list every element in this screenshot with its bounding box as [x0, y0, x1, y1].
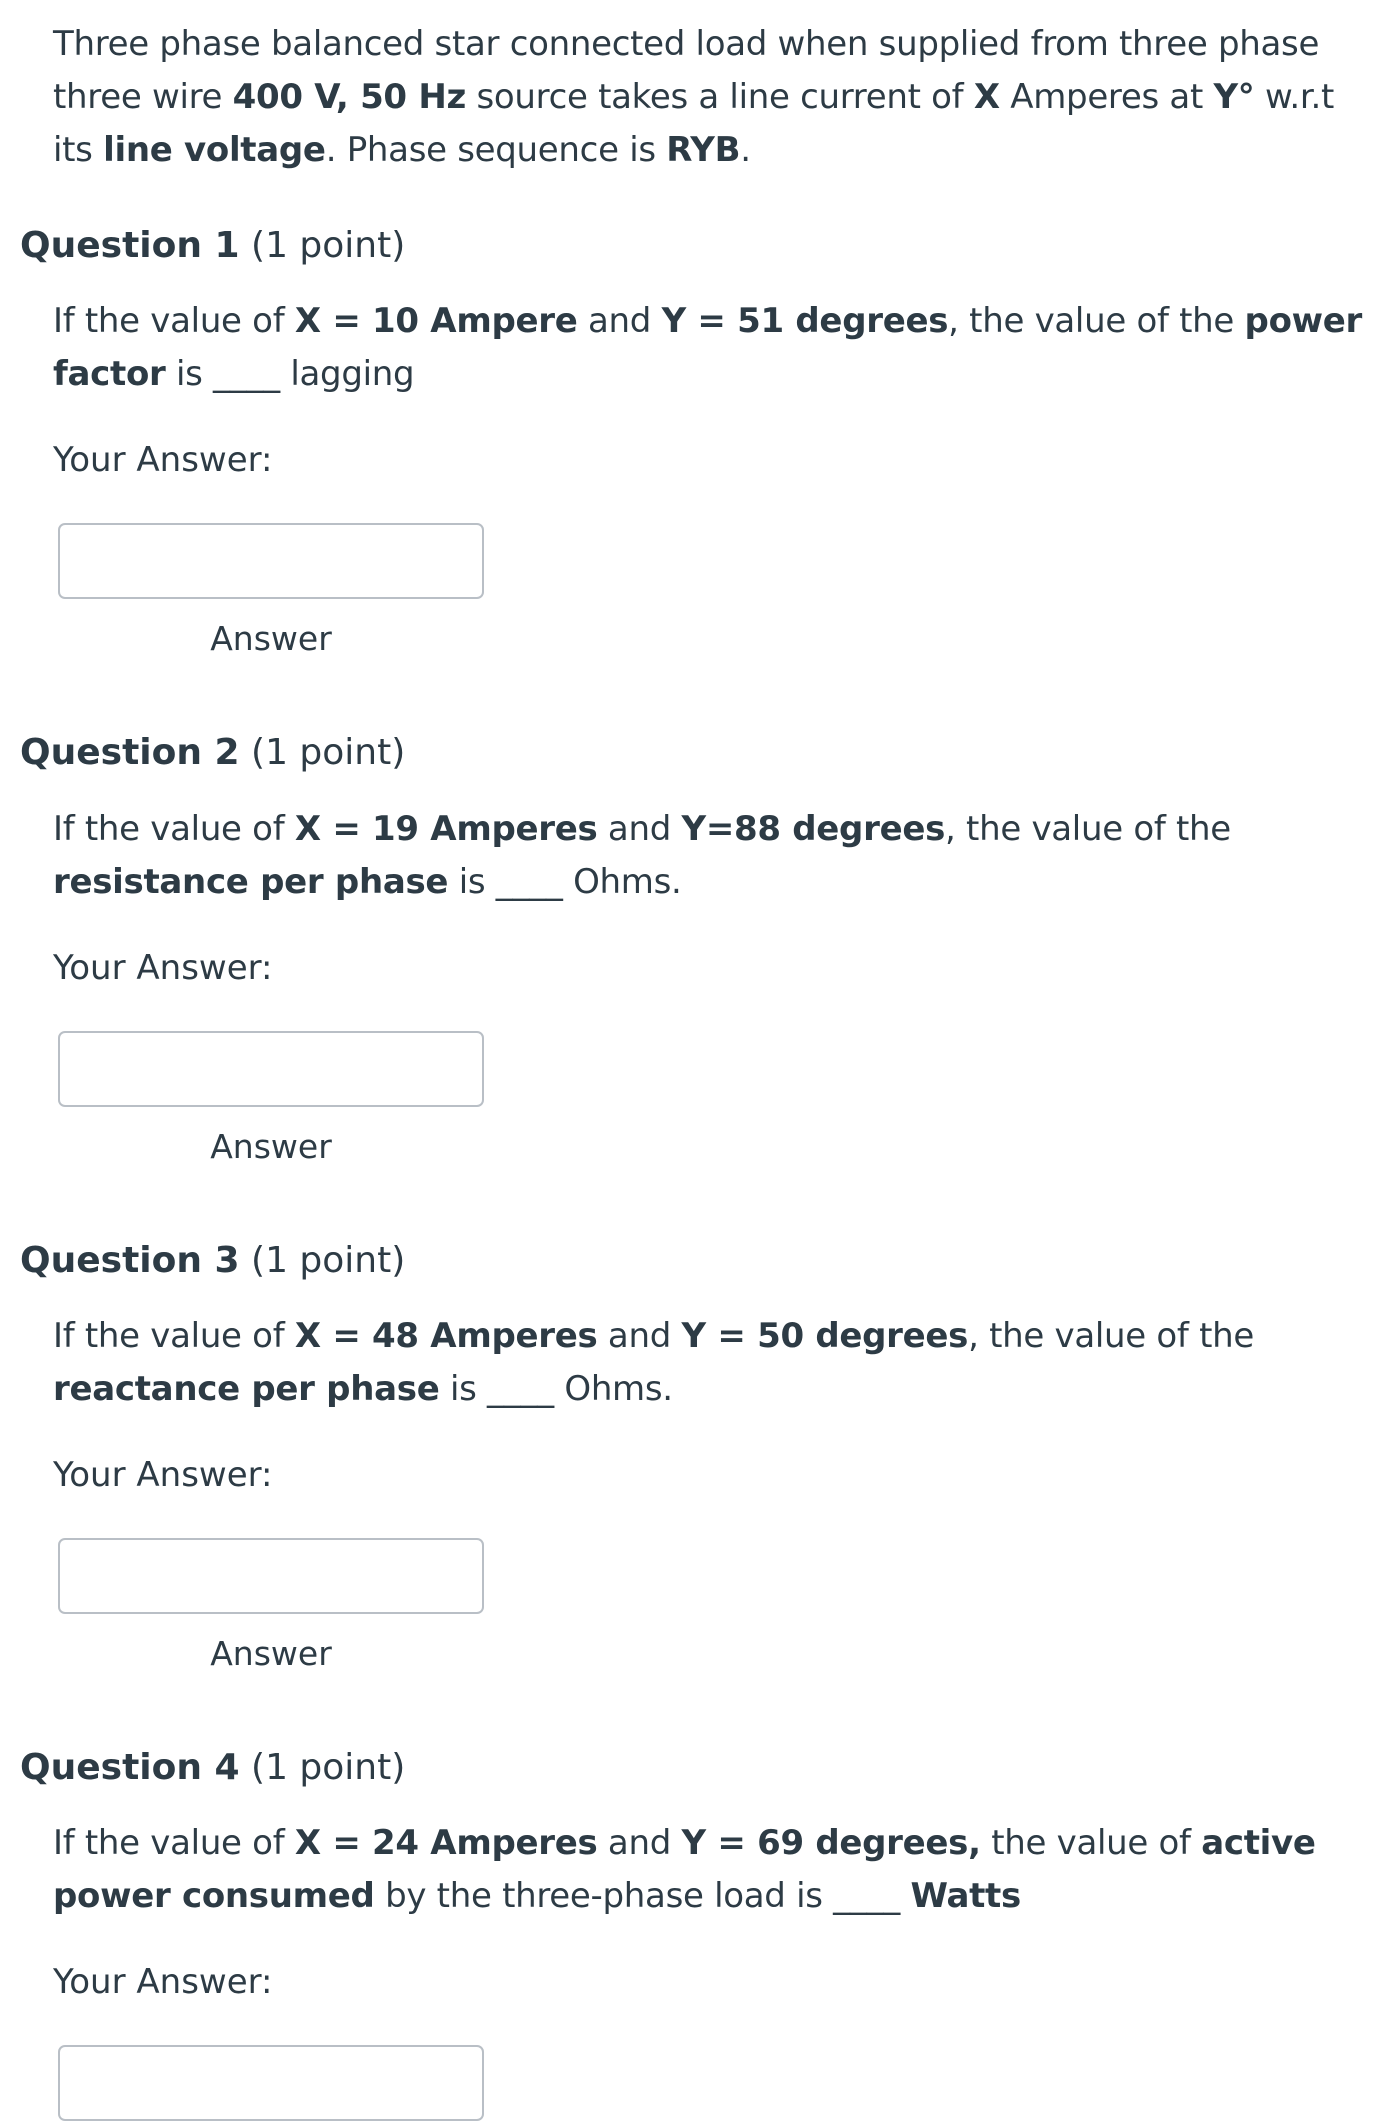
question-2-answer-input[interactable]: [58, 1031, 484, 1107]
your-answer-label: Your Answer:: [53, 440, 273, 480]
question-2-title: Question 2 (1 point): [20, 732, 406, 773]
question-3-title: Question 3 (1 point): [20, 1240, 406, 1281]
question-2-text: If the value of X = 19 Amperes and Y=88 degrees, the value of the resistance per phase is ____ Ohms.: [53, 809, 1231, 902]
your-answer-label: Your Answer:: [53, 1962, 273, 2002]
question-1-text: If the value of X = 10 Ampere and Y = 51 degrees, the value of the power factor is ____ lagging: [53, 301, 1362, 394]
answer-caption: Answer: [210, 619, 332, 658]
question-1-title: Question 1 (1 point): [20, 225, 406, 266]
question-intro: Three phase balanced star connected load when supplied from three phase three wire 400 V, 50 Hz source takes a line current of X Amperes at Y° w.r.t its line voltage. Phase sequence is RYB.: [53, 24, 1335, 170]
question-3-answer-input[interactable]: [58, 1538, 484, 1614]
your-answer-label: Your Answer:: [53, 1455, 273, 1495]
question-4-title: Question 4 (1 point): [20, 1747, 406, 1788]
question-4-answer-input[interactable]: [58, 2045, 484, 2121]
answer-caption: Answer: [210, 1127, 332, 1166]
question-3-text: If the value of X = 48 Amperes and Y = 50 degrees, the value of the reactance per phase is ____ Ohms.: [53, 1316, 1254, 1409]
answer-caption: Answer: [210, 1634, 332, 1673]
question-4-text: If the value of X = 24 Amperes and Y = 69 degrees, the value of active power consumed by the three-phase load is ____ Watts: [53, 1823, 1316, 1916]
your-answer-label: Your Answer:: [53, 948, 273, 988]
question-1-answer-input[interactable]: [58, 523, 484, 599]
